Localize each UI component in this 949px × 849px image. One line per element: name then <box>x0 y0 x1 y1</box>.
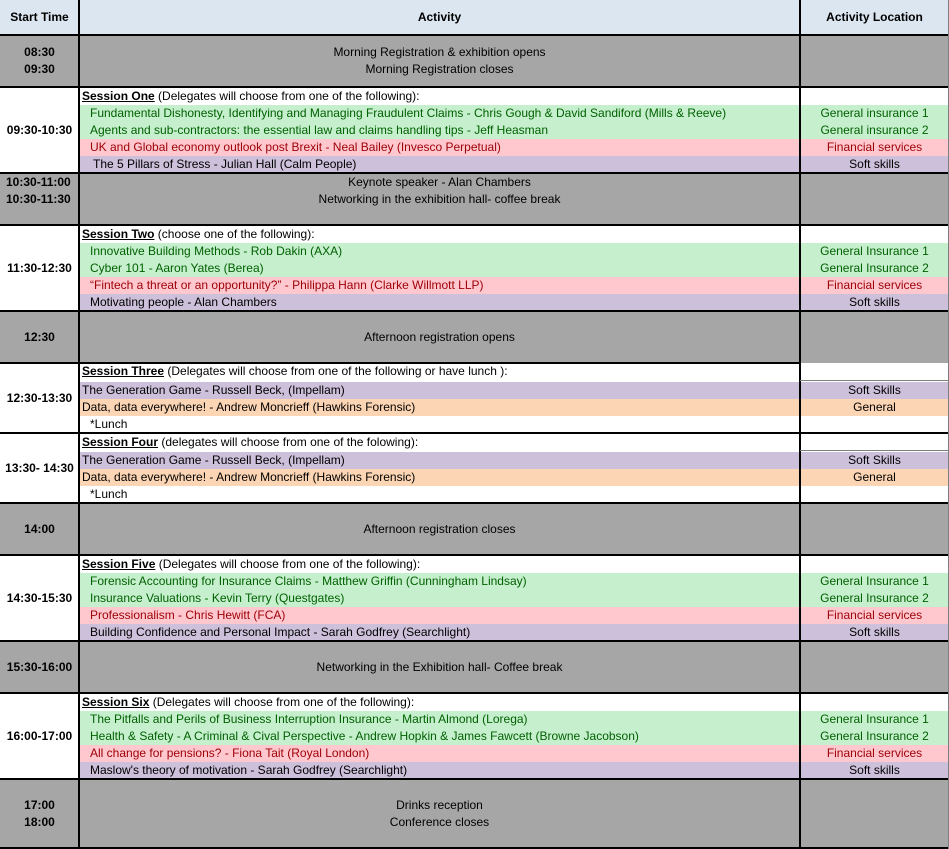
grid-line <box>0 224 949 226</box>
activity-cell-closing <box>79 779 800 849</box>
time-text: 11:30-12:30 <box>7 260 72 275</box>
session-title: Session One <box>82 89 155 103</box>
grid-line <box>0 432 949 434</box>
session-title-row <box>79 88 949 106</box>
time-text: 14:30-15:30 <box>6 590 73 605</box>
time-cell-keynote <box>0 173 79 225</box>
session-item: Building Confidence and Personal Impact - Sarah Godfrey (Searchlight) <box>79 624 800 641</box>
grid-line <box>800 450 949 451</box>
grid-line <box>0 86 949 88</box>
session-item-location: General Insurance 1 <box>800 711 949 728</box>
activity-text: Morning Registration closes <box>365 62 514 76</box>
time-cell-session-five <box>0 555 79 641</box>
session-item: Data, data everywhere! - Andrew Moncrieff (Hawkins Forensic) <box>79 399 800 416</box>
activity-text: Drinks reception <box>396 798 483 812</box>
session-item-location: General <box>800 399 949 416</box>
session-title-row <box>79 556 949 573</box>
grid-line <box>0 640 949 642</box>
activity-cell-afternoon-open <box>79 311 800 363</box>
session-item: Maslow's theory of motivation - Sarah Godfrey (Searchlight) <box>79 762 800 779</box>
time-cell-morning <box>0 35 79 87</box>
session-item: Fundamental Dishonesty, Identifying and Managing Fraudulent Claims - Chris Gough & David Sandiford (Mills & Reeve) <box>79 105 800 122</box>
activity-text: Afternoon registration closes <box>363 521 516 536</box>
time-cell-afternoon-open <box>0 311 79 363</box>
session-item-location: Soft Skills <box>800 452 949 469</box>
session-item-location: Soft skills <box>800 294 949 311</box>
session-title: Session Six <box>82 695 150 709</box>
session-item-location: Financial services <box>800 139 949 156</box>
session-item-location: General insurance 2 <box>800 122 949 139</box>
session-title-row <box>79 694 949 711</box>
grid-line <box>0 502 949 504</box>
time-text: 09:30-10:30 <box>6 122 73 137</box>
time-text: 12:30-13:30 <box>6 390 73 405</box>
time-text: 08:30 <box>24 45 55 59</box>
session-item-location: Soft skills <box>800 624 949 641</box>
session-item: The 5 Pillars of Stress - Julian Hall (Calm People) <box>79 156 800 173</box>
session-note: (Delegates will choose from one of the following): <box>149 695 415 709</box>
time-cell-session-two <box>0 225 79 311</box>
location-cell-closing <box>800 779 949 849</box>
time-text: 16:00-17:00 <box>6 728 73 743</box>
time-cell-session-three <box>0 363 79 433</box>
session-item: UK and Global economy outlook post Brexit - Neal Bailey (Invesco Perpetual) <box>79 139 800 156</box>
time-text: 10:30-11:00 <box>6 175 71 189</box>
session-item: Health & Safety - A Criminal & Cival Perspective - Andrew Hopkin & James Fawcett (Browne Jacobson) <box>79 728 800 745</box>
session-title: Session Five <box>82 557 156 571</box>
session-item: Insurance Valuations - Kevin Terry (Questgates) <box>79 590 800 607</box>
activity-text: Networking in the Exhibition hall- Coffee break <box>316 659 563 674</box>
session-item-location: General Insurance 1 <box>800 243 949 260</box>
session-title-row <box>79 226 949 243</box>
session-item-location: General insurance 1 <box>800 105 949 122</box>
activity-text: Networking in the exhibition hall- coffee break <box>318 192 561 206</box>
session-item-location: Financial services <box>800 745 949 762</box>
time-cell-afternoon-close <box>0 503 79 555</box>
location-cell-keynote <box>800 173 949 225</box>
session-title: Session Four <box>82 435 159 449</box>
location-cell-coffee <box>800 641 949 693</box>
session-item: The Generation Game - Russell Beck, (Impellam) <box>79 452 800 469</box>
time-text: 12:30 <box>24 329 55 344</box>
time-cell-session-six <box>0 693 79 779</box>
header-activity: Activity <box>79 0 800 35</box>
grid-line <box>0 362 800 364</box>
time-text: 18:00 <box>24 815 55 829</box>
session-item: Professionalism - Chris Hewitt (FCA) <box>79 607 800 624</box>
activity-cell-morning <box>79 35 800 87</box>
grid-line <box>0 34 949 36</box>
activity-text: Conference closes <box>389 815 490 829</box>
activity-cell-keynote <box>79 173 800 225</box>
grid-line <box>0 310 949 312</box>
time-cell-session-four <box>0 433 79 503</box>
session-item-location: Soft Skills <box>800 382 949 399</box>
time-cell-coffee <box>0 641 79 693</box>
location-cell-morning <box>800 35 949 87</box>
grid-line <box>78 0 80 849</box>
session-title: Session Three <box>82 364 165 378</box>
grid-line <box>799 0 801 849</box>
session-item-location: Financial services <box>800 277 949 294</box>
time-cell-closing <box>0 779 79 849</box>
session-item: The Pitfalls and Perils of Business Interruption Insurance - Martin Almond (Lorega) <box>79 711 800 728</box>
session-title-row <box>79 363 949 380</box>
activity-text: Morning Registration & exhibition opens <box>333 45 546 59</box>
time-text: 10:30-11:30 <box>6 192 71 206</box>
activity-cell-coffee <box>79 641 800 693</box>
time-cell-session-one <box>0 87 79 173</box>
grid-line <box>800 380 949 381</box>
session-item-location: General Insurance 2 <box>800 260 949 277</box>
session-item: Forensic Accounting for Insurance Claims - Matthew Griffin (Cunningham Lindsay) <box>79 573 800 590</box>
session-item-location: Soft skills <box>800 156 949 173</box>
time-text: 17:00 <box>24 798 55 812</box>
session-item-location: General <box>800 469 949 486</box>
activity-cell-afternoon-close <box>79 503 800 555</box>
header-activity-location: Activity Location <box>800 0 949 35</box>
activity-text: Keynote speaker - Alan Chambers <box>348 175 531 189</box>
activity-text: Afternoon registration opens <box>364 329 515 344</box>
session-note: (Delegates will choose from one of the following or have lunch ): <box>164 364 508 378</box>
session-item-location: General Insurance 2 <box>800 590 949 607</box>
session-title: Session Two <box>82 227 155 241</box>
session-item-location: Financial services <box>800 607 949 624</box>
grid-line <box>0 778 949 780</box>
session-item: Motivating people - Alan Chambers <box>79 294 800 311</box>
header-start-time: Start Time <box>0 0 79 35</box>
session-note: (Delegates will choose from one of the following): <box>154 89 420 103</box>
time-text: 09:30 <box>24 62 55 76</box>
session-item: Agents and sub-contractors: the essential law and claims handling tips - Jeff Heasman <box>79 122 800 139</box>
grid-line <box>0 692 949 694</box>
session-item: All change for pensions? - Fiona Tait (Royal London) <box>79 745 800 762</box>
session-title-row <box>79 434 949 451</box>
location-cell-afternoon-close <box>800 503 949 555</box>
session-item-location: General Insurance 1 <box>800 573 949 590</box>
session-item: Data, data everywhere! - Andrew Moncrieff (Hawkins Forensic) <box>79 469 800 486</box>
location-cell-afternoon-open <box>800 311 949 363</box>
time-text: 15:30-16:00 <box>6 659 73 674</box>
session-note: (Delegates will choose from one of the following): <box>155 557 421 571</box>
time-text: 14:00 <box>24 521 55 536</box>
session-note: (delegates will choose from one of the folowing): <box>158 435 419 449</box>
session-item: The Generation Game - Russell Beck, (Impellam) <box>79 382 800 399</box>
session-item-location: Soft skills <box>800 762 949 779</box>
grid-line <box>0 554 949 556</box>
lunch-item: *Lunch <box>79 486 800 503</box>
session-item: Innovative Building Methods - Rob Dakin (AXA) <box>79 243 800 260</box>
session-note: (choose one of the following): <box>154 227 315 241</box>
session-item: “Fintech a threat or an opportunity?” - Philippa Hann (Clarke Willmott LLP) <box>79 277 800 294</box>
session-item: Cyber 101 - Aaron Yates (Berea) <box>79 260 800 277</box>
time-text: 13:30- 14:30 <box>5 460 74 475</box>
grid-line <box>0 172 949 174</box>
session-item-location: General Insurance 2 <box>800 728 949 745</box>
lunch-item: *Lunch <box>79 416 800 433</box>
